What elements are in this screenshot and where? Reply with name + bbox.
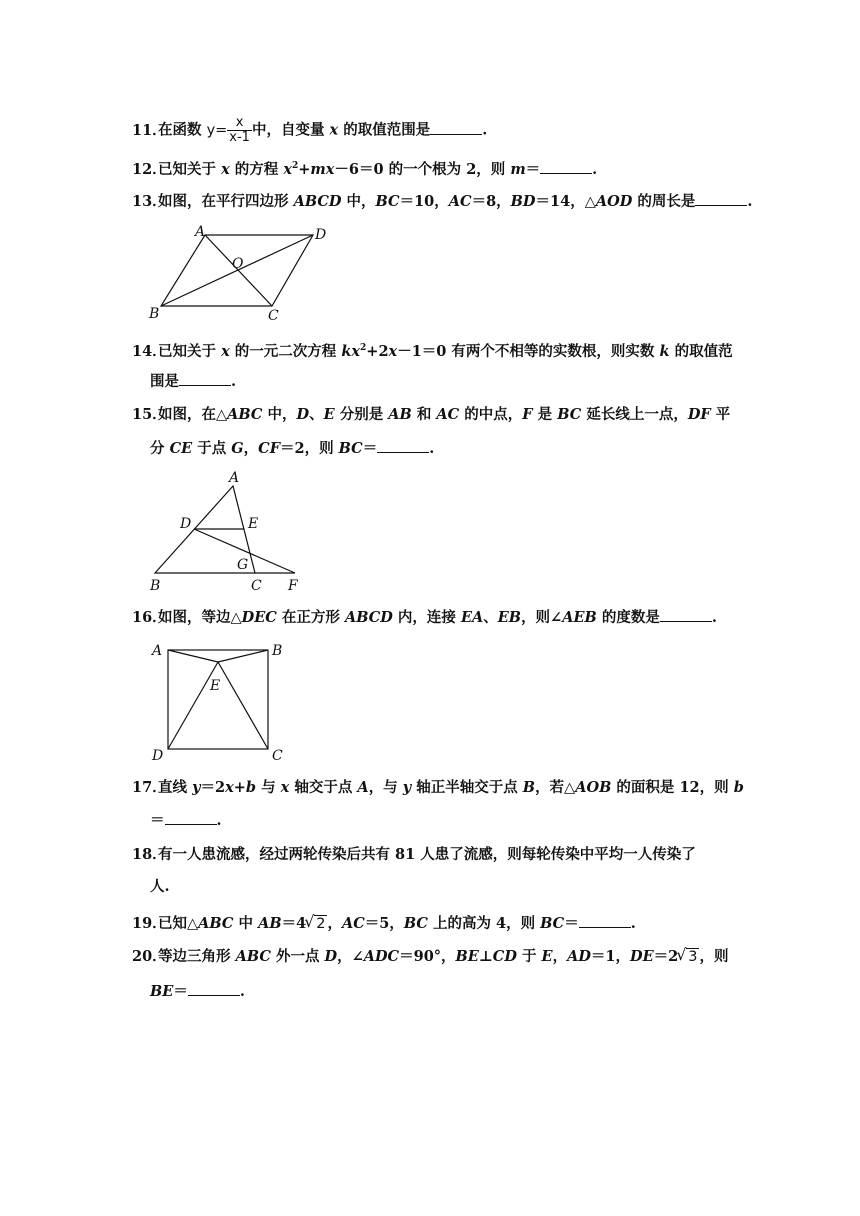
square-root: √ 2	[314, 915, 327, 932]
square-root: √ 3	[686, 948, 699, 965]
question-13: 13．如图，在平行四边形 ABCD 中，BC＝10，AC＝8，BD＝14，△AOD 的周长是 .	[132, 193, 753, 210]
answer-blank	[188, 981, 240, 996]
segment-ea	[168, 650, 218, 662]
label-e: E	[210, 678, 221, 694]
label-d: D	[315, 227, 327, 243]
label-c: C	[272, 748, 283, 764]
parallelogram-figure	[145, 222, 345, 322]
question-number: 11．	[132, 121, 167, 139]
label-g: G	[237, 557, 249, 573]
label-o: O	[232, 256, 244, 272]
question-18-line-2: 人.	[150, 878, 170, 895]
square-abcd	[168, 650, 268, 749]
label-d: D	[180, 516, 192, 532]
question-19: 19．已知△ABC 中 AB＝4√ 2 ，AC＝5，BC 上的高为 4，则 BC＝ .	[132, 913, 636, 934]
question-number: 14．	[132, 342, 167, 360]
label-a: A	[152, 643, 163, 659]
label-e: E	[248, 516, 259, 532]
label-c: C	[251, 578, 262, 594]
question-15: 15．如图，在△ABC 中，D、E 分别是 AB 和 AC 的中点，F 是 BC 延长线上一点，DF 平	[132, 406, 731, 423]
label-b: B	[150, 578, 161, 594]
question-15-line-2: 分 CE 于点 G，CF＝2，则 BC＝ .	[150, 440, 435, 457]
answer-blank	[179, 371, 231, 386]
question-14: 14．已知关于 x 的一元二次方程 $kx^2+2x-1=0$ 有两个不相等的实数根，则实数 k 的取值范	[132, 342, 733, 360]
fraction: $\frac{x}{x-1}$	[229, 115, 250, 145]
segment-de	[168, 662, 221, 749]
question-number: 12．	[132, 160, 167, 178]
answer-blank	[165, 810, 217, 825]
question-11: 11．在函数 y= $\frac{x}{x-1}$ 中，自变量 x 的取值范围是 .	[132, 115, 488, 145]
label-f: F	[288, 578, 298, 594]
question-number: 16．	[132, 609, 167, 626]
question-20-line-2: BE＝ .	[150, 983, 245, 1000]
question-14-line-2: 围是 .	[150, 373, 237, 390]
label-b: B	[272, 643, 283, 659]
question-number: 13．	[132, 193, 167, 210]
segment-eb	[218, 650, 268, 662]
question-number: 18．	[132, 846, 167, 863]
answer-blank	[430, 120, 482, 135]
answer-blank	[540, 159, 592, 174]
label-d: D	[152, 748, 164, 764]
answer-blank	[377, 438, 429, 453]
label-c: C	[268, 308, 279, 322]
question-number: 15．	[132, 406, 167, 423]
answer-blank	[660, 607, 712, 622]
answer-blank	[695, 191, 747, 206]
question-20: 20．等边三角形 ABC 外一点 D，∠ADC＝90°，BE⊥CD 于 E，AD＝1，DE＝2√ 3 ，则	[132, 947, 728, 967]
question-16: 16．如图，等边△DEC 在正方形 ABCD 内，连接 EA、EB，则∠AEB 的度数是 .	[132, 609, 717, 626]
question-17-line-2: ＝ .	[150, 812, 222, 829]
question-18: 18．有一人患流感，经过两轮传染后共有 81 人患了流感，则每轮传染中平均一人传染了	[132, 846, 696, 863]
segment-ce	[218, 662, 268, 749]
square-figure	[148, 638, 298, 764]
label-a: A	[229, 470, 240, 486]
label-b: B	[149, 306, 160, 322]
question-17: 17．直线 y＝2x+b 与 x 轴交于点 A，与 y 轴正半轴交于点 B，若△AOB 的面积是 12，则 b	[132, 779, 744, 796]
answer-blank	[579, 913, 631, 928]
question-number: 17．	[132, 779, 167, 796]
triangle-figure	[145, 468, 315, 596]
question-number: 19．	[132, 915, 167, 932]
question-number: 20．	[132, 948, 167, 965]
label-a: A	[195, 224, 206, 240]
question-12: 12．已知关于 x 的方程 $x^2+mx-6=0$ 的一个根为 2，则 m＝ .	[132, 160, 598, 178]
